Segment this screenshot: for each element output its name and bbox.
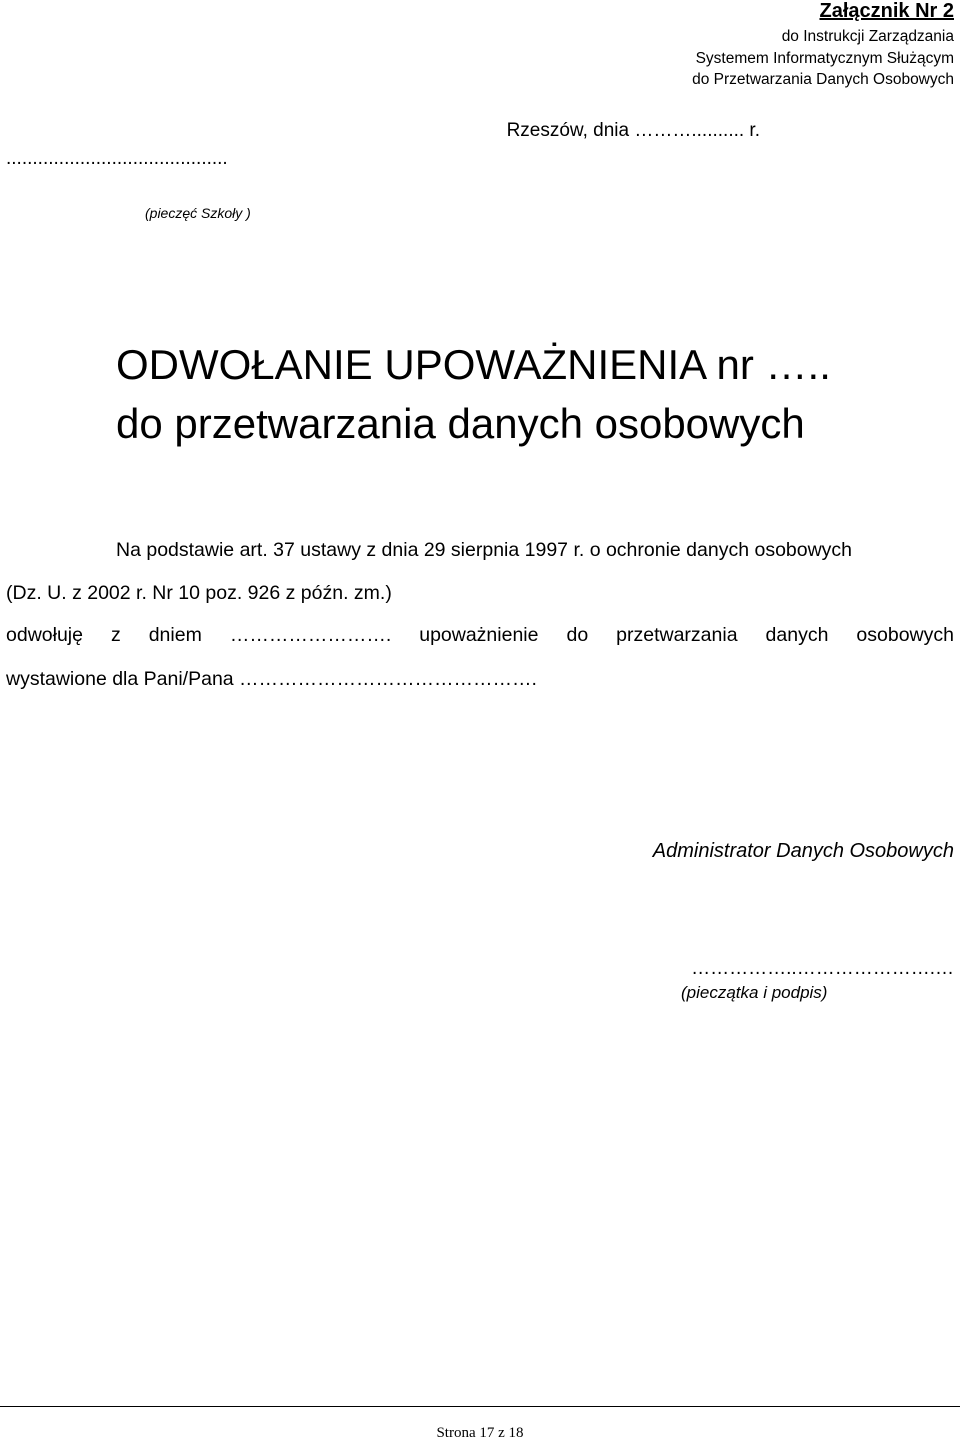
- annex-subtitle-line-3: do Przetwarzania Danych Osobowych: [692, 71, 954, 88]
- page-number: Strona 17 z 18: [436, 1425, 524, 1441]
- place-and-date: Rzeszów, dnia ……….......... r.: [506, 120, 760, 141]
- school-stamp-placeholder: ..........................................: [6, 148, 228, 169]
- annex-title: Załącznik Nr 2: [819, 0, 954, 22]
- document-title: ODWOŁANIE UPOWAŻNIENIA nr …..: [116, 341, 831, 388]
- revocation-date-blank: …………………….: [229, 624, 392, 646]
- signature-label: (pieczątka i podpis): [681, 983, 828, 1002]
- footer-divider: [0, 1406, 960, 1407]
- annex-subtitle-line-2: Systemem Informatycznym Służącym: [695, 50, 954, 67]
- administrator-label: Administrator Danych Osobowych: [652, 840, 954, 862]
- revocation-word: danych: [765, 624, 829, 646]
- school-stamp-label: (pieczęć Szkoły ): [145, 205, 251, 221]
- revocation-statement-line: [6, 624, 954, 647]
- issued-for-line: wystawione dla Pani/Pana ……………………………………….: [6, 668, 537, 690]
- legal-basis-line-1: Na podstawie art. 37 ustawy z dnia 29 sierpnia 1997 r. o ochronie danych osobowych: [116, 539, 853, 561]
- revocation-word: upoważnienie: [419, 624, 539, 646]
- annex-subtitle-line-1: do Instrukcji Zarządzania: [781, 28, 954, 45]
- revocation-word: dniem: [148, 624, 202, 646]
- revocation-word: przetwarzania: [616, 624, 738, 646]
- revocation-word: do: [566, 624, 589, 646]
- revocation-word: z: [110, 624, 121, 646]
- legal-basis-line-2: (Dz. U. z 2002 r. Nr 10 poz. 926 z późn. zm.): [6, 582, 392, 604]
- revocation-word: osobowych: [856, 624, 954, 646]
- document-subtitle: do przetwarzania danych osobowych: [116, 400, 805, 447]
- revocation-word: odwołuję: [6, 624, 83, 646]
- signature-placeholder: ……………..………………….…: [691, 958, 954, 979]
